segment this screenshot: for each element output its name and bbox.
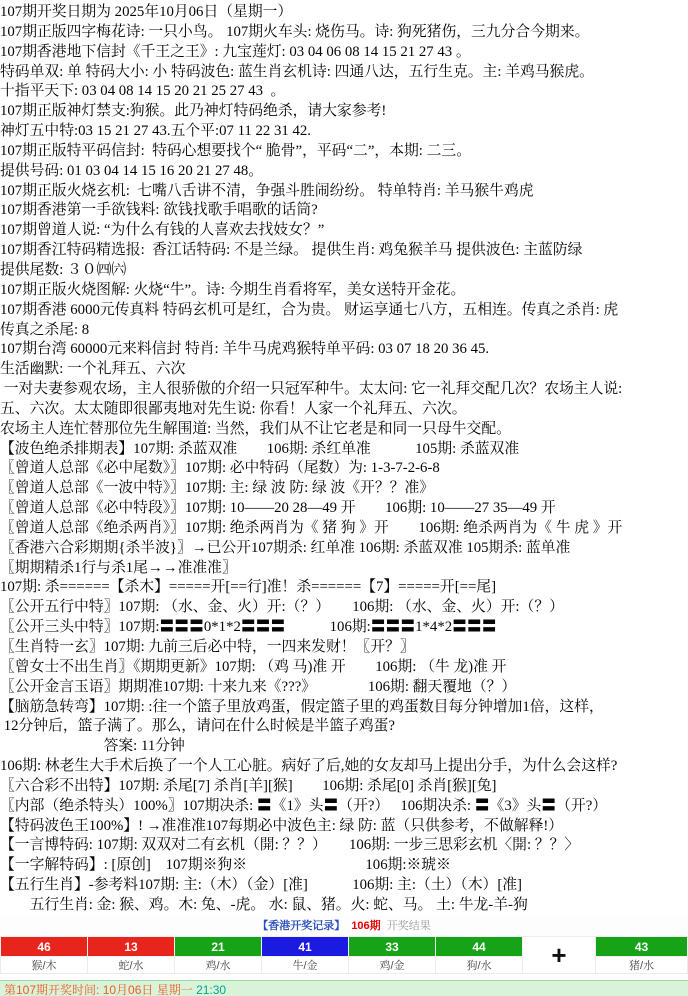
text-line-29: 〖期期精杀1行与杀1尾→→准准准〗 bbox=[0, 559, 237, 576]
text-line-23: 【波色绝杀排期表】107期: 杀蓝双准 106期: 杀红单准 105期: 杀蓝双准 bbox=[0, 440, 520, 457]
balls-number-row bbox=[1, 937, 688, 957]
text-line-15: 107期正版火烧图解: 火烧“牛”。诗: 今期生肖看将军，美女送特开金花。 bbox=[0, 281, 466, 298]
text-line-38: 答案: 11分钟 bbox=[0, 738, 185, 755]
text-line-9: 提供号码: 01 03 04 14 15 16 20 21 27 48。 bbox=[0, 162, 264, 179]
result-ball-label-41: 牛/金 bbox=[262, 957, 349, 974]
text-line-28: 〖香港六合彩期期{杀半波}〗→已公开107期杀: 红单准 106期: 杀蓝双准 105期杀: 蓝单准 bbox=[0, 539, 571, 556]
results-header-suffix: 开奖结果 bbox=[386, 920, 431, 932]
text-line-1: 107期开奖日期为 2025年10月06日（星期一） bbox=[0, 4, 293, 20]
result-ball-number-41: 41 bbox=[262, 937, 349, 957]
next-draw-label: 第107期开奖时间: bbox=[4, 983, 100, 996]
result-ball-label-44: 狗/水 bbox=[436, 957, 523, 974]
text-line-14: 提供尾数: ３０㈣㈥ bbox=[0, 261, 127, 278]
plus-separator: + bbox=[523, 937, 596, 974]
result-ball-label-13: 蛇/水 bbox=[88, 957, 175, 974]
text-line-44: 【一字解特码】: [原创] 107期※狗※ 106期:※琥※ bbox=[0, 857, 451, 874]
text-line-43: 【一言博特码: 107期: 双双对二有玄机（開: ？？） 106期: 一步三思彩玄机〈開: ？？〉 bbox=[0, 837, 580, 854]
result-ball-number-46: 46 bbox=[1, 937, 88, 957]
text-line-46: 五行生肖: 金: 猴、鸡。木: 兔、-虎。 水: 鼠、猪。火: 蛇、马。 土: 牛龙-羊-狗 bbox=[0, 896, 528, 913]
next-draw-bar bbox=[0, 980, 688, 996]
text-line-36: 【脑筋急转弯】107期: :往一个篮子里放鸡蛋，假定篮子里的鸡蛋数目每分钟增加1倍，这样， bbox=[0, 698, 604, 715]
results-table bbox=[0, 936, 688, 974]
result-ball-label-21: 鸡/水 bbox=[175, 957, 262, 974]
text-line-2: 107期正版四字梅花诗: 一只小鸟。 107期火车头: 烧伤马。诗: 狗死猪伤，三九分合今期来。 bbox=[0, 23, 590, 40]
next-draw-date: 10月06日 星期一 bbox=[102, 983, 193, 996]
text-line-40: 〖六合彩不出特】107期: 杀尾[7] 杀肖[羊][猴] 106期: 杀尾[0] 杀肖[猴][兔] bbox=[0, 777, 497, 794]
text-line-24: 〖曾道人总部《必中尾数》〗107期: 必中特码（尾数）为: 1-3-7-2-6-8 bbox=[0, 460, 440, 477]
result-ball-number-13: 13 bbox=[88, 937, 175, 957]
result-ball-number-43: 43 bbox=[596, 937, 688, 957]
text-line-4: 特码单双: 单 特码大小: 小 特码波色: 蓝生肖玄机诗: 四通八达，五行生克。主: 羊鸡马猴虎。 bbox=[0, 63, 594, 80]
text-line-8: 107期正版特平码信封: 特码心想要找个“ 脆骨”，平码“二”，本期: 二三。 bbox=[0, 142, 472, 159]
results-header-issue: 106期 bbox=[351, 920, 381, 932]
text-line-13: 107期香江特码精选报: 香江话特码: 不是兰绿。 提供生肖: 鸡兔猴羊马 提供波色: 主蓝防绿 bbox=[0, 242, 583, 259]
text-line-33: 〖生肖特一玄〗107期: 九前三后必中特，一四来发财！〖开？〗 bbox=[0, 639, 415, 655]
text-line-12: 107期曾道人说: “为什么有钱的人喜欢去找妓女？” bbox=[0, 222, 325, 239]
results-header bbox=[0, 916, 688, 936]
text-line-20: 一对夫妻参观农场，主人很骄傲的介绍一只冠军种牛。太太问: 它一礼拜交配几次？农场主人说: bbox=[0, 381, 623, 398]
text-line-3: 107期香港地下信封《千王之王》: 九宝莲灯: 03 04 06 08 14 15 21 27 43 。 bbox=[0, 43, 471, 60]
text-line-34: 〖曾女士不出生肖〗《期期更新》107期: （鸡 马)准 开 106期: （牛 龙)准 开 bbox=[0, 658, 507, 675]
text-line-39: 106期: 林老生大手术后换了一个人工心脏。病好了后,她的女友却马上提出分手，为什么会这样? bbox=[0, 758, 618, 775]
next-draw-time: 21:30 bbox=[196, 983, 227, 996]
text-line-30: 107期: 杀======【杀木】=====开[==行]准！杀======【7】=====开[==尾] bbox=[0, 579, 497, 596]
result-ball-label-43: 猪/水 bbox=[596, 957, 688, 974]
text-line-7: 神灯五中特:03 15 21 27 43.五个平:07 11 22 31 42. bbox=[0, 123, 312, 140]
text-line-11: 107期香港第一手欲钱料: 欲钱找歌手唱歌的话筒? bbox=[0, 202, 318, 219]
text-line-25: 〖曾道人总部《一波中特》〗107期: 主: 绿 波 防: 绿 波《开？？准》 bbox=[0, 480, 435, 497]
text-line-19: 生活幽默: 一个礼拜五、六次 bbox=[0, 361, 186, 378]
text-line-35: 〖公开金言玉语〗期期准107期: 十来九来《???》 106期: 翻天覆地（？） bbox=[0, 678, 517, 695]
text-line-5: 十指平天下: 03 04 08 14 15 20 21 25 27 43 。 bbox=[0, 83, 286, 100]
text-line-32: 〖公开三头中特〗107期:〓〓〓0*1*2〓〓〓 106期:〓〓〓1*4*2〓〓〓 bbox=[0, 619, 497, 636]
text-line-21: 五、六次。太太随即很鄙夷地对先生说: 你看！人家一个礼拜五、六次。 bbox=[0, 400, 467, 417]
text-line-10: 107期正版火烧玄机: 七嘴八舌讲不清，争强斗胜闹纷纷。 特单特肖: 羊马猴牛鸡虎 bbox=[0, 182, 534, 199]
text-line-45: 【五行生肖】-参考料107期: 主:（木）（金）[准] 106期: 主:（土）（木）[准] bbox=[0, 877, 522, 894]
result-ball-label-33: 鸡/金 bbox=[349, 957, 436, 974]
result-ball-label-46: 猴/木 bbox=[1, 957, 88, 974]
text-line-31: 〖公开五行中特〗107期: （水、金、火）开:（？） 106期: （水、金、火）开:（？） bbox=[0, 599, 564, 616]
result-ball-number-21: 21 bbox=[175, 937, 262, 957]
text-line-42: 【特码波色王100%】! →准准准107每期必中波色主: 绿 防: 蓝（只供参考，不做解释!） bbox=[0, 817, 564, 834]
text-line-41: 〖内部（绝杀特头）100%〗107期决杀: 〓《1》头〓（开?） 106期决杀: 〓《3》头〓（开?） bbox=[0, 797, 608, 814]
text-line-18: 107期台湾 60000元来料信封 特肖: 羊牛马虎鸡猴特单平码: 03 07 18 20 36 45. bbox=[0, 341, 490, 358]
text-line-37: 12分钟后，篮子满了。那么，请问在什么时候是半篮子鸡蛋? bbox=[0, 718, 395, 735]
text-line-22: 农场主人连忙替那位先生解围道: 当然，我们从不让它老是和同一只母牛交配。 bbox=[0, 420, 511, 437]
result-ball-number-33: 33 bbox=[349, 937, 436, 957]
text-line-16: 107期香港 6000元传真料 特码玄机可是红，合为贵。 财运享通七八方，五相连。传真之杀肖: 虎 bbox=[0, 301, 619, 318]
text-line-26: 〖曾道人总部《必中特段》〗107期: 10——20 28—49 开 106期: 10——27 35—49 开 bbox=[0, 500, 556, 517]
result-ball-number-44: 44 bbox=[436, 937, 523, 957]
text-line-17: 传真之杀尾: 8 bbox=[0, 321, 90, 338]
results-header-title: 【香港开奖记录】 bbox=[257, 920, 346, 932]
results-panel bbox=[0, 916, 688, 996]
text-line-27: 〖曾道人总部《绝杀两肖》〗107期: 绝杀两肖为《 猪 狗 》开 106期: 绝杀两肖为《 牛 虎 》开 bbox=[0, 519, 623, 536]
text-line-6: 107期正版神灯禁支:狗猴。此乃神灯特码绝杀，请大家参考! bbox=[0, 103, 387, 120]
